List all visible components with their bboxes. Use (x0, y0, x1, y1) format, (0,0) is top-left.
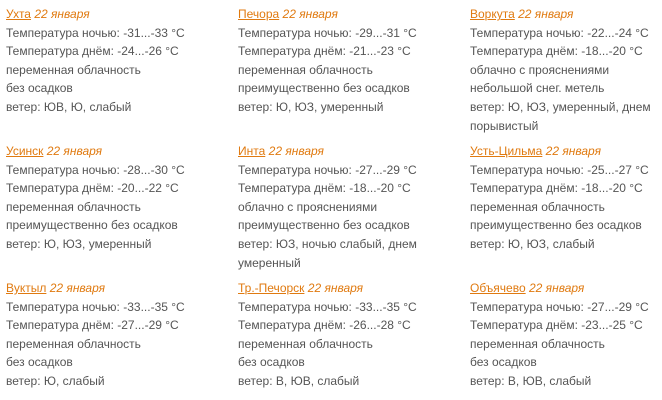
forecast-line: Температура ночью: -27...-29 °C (238, 162, 417, 177)
forecast-line: переменная облачность (6, 336, 141, 351)
forecast-line: умеренный (238, 255, 301, 270)
forecast-line: ветер: Ю, ЮЗ, умеренный (238, 99, 384, 114)
forecast-line: Температура днём: -20...-22 °C (6, 181, 179, 196)
forecast-line: без осадков (6, 81, 73, 96)
city-title (470, 142, 662, 161)
forecast-line: Температура ночью: -25...-27 °C (470, 162, 649, 177)
forecast-line: без осадков (470, 355, 537, 370)
city-forecast (470, 142, 662, 254)
forecast-line: преимущественно без осадков (6, 218, 178, 233)
forecast-line: преимущественно без осадков (470, 218, 642, 233)
forecast-line: Температура днём: -18...-20 °C (238, 181, 411, 196)
forecast-date: 22 января (529, 281, 585, 295)
forecast-date: 22 января (46, 144, 103, 158)
city-link[interactable]: Объячево (470, 281, 526, 295)
forecast-line: Температура ночью: -31...-33 °C (6, 25, 185, 40)
forecast-line: ветер: Ю, ЮЗ, умеренный (6, 236, 152, 251)
city-link[interactable]: Воркута (470, 7, 515, 21)
forecast-line: ветер: ЮЗ, ночью слабый, днем (238, 236, 417, 251)
forecast-line: переменная облачность (470, 199, 605, 214)
city-forecast (6, 5, 231, 117)
city-link[interactable]: Вуктыл (6, 281, 47, 295)
forecast-date: 22 января (307, 281, 364, 295)
city-title (470, 279, 662, 298)
forecast-line: ветер: Ю, ЮЗ, умеренный, днем (470, 99, 651, 114)
forecast-line: ветер: Ю, ЮЗ, слабый (470, 236, 595, 251)
city-link[interactable]: Тр.-Печорск (238, 281, 305, 295)
forecast-line: Температура ночью: -22...-24 °C (470, 25, 649, 40)
forecast-line: Температура днём: -24...-26 °C (6, 44, 179, 59)
forecast-line: Температура ночью: -28...-30 °C (6, 162, 185, 177)
forecast-line: ветер: Ю, слабый (6, 373, 105, 388)
forecast-line: без осадков (238, 355, 305, 370)
city-forecast (470, 279, 662, 391)
city-forecast (6, 142, 231, 254)
forecast-line: преимущественно без осадков (238, 81, 410, 96)
city-title (238, 142, 463, 161)
forecast-line: без осадков (6, 355, 73, 370)
forecast-line: Температура днём: -23...-25 °C (470, 318, 643, 333)
city-forecast (238, 142, 463, 272)
forecast-line: переменная облачность (6, 199, 141, 214)
forecast-line: Температура днём: -21...-23 °C (238, 44, 411, 59)
city-title (470, 5, 662, 24)
forecast-date: 22 января (545, 144, 601, 158)
forecast-date: 22 января (282, 7, 338, 21)
forecast-line: ветер: ЮВ, Ю, слабый (6, 99, 132, 114)
city-link[interactable]: Инта (238, 144, 266, 158)
city-forecast (470, 5, 662, 135)
forecast-line: переменная облачность (238, 62, 373, 77)
forecast-line: Температура ночью: -33...-35 °C (6, 299, 185, 314)
forecast-line: порывистый (470, 118, 539, 133)
city-title (238, 279, 463, 298)
forecast-line: Температура днём: -18...-20 °C (470, 44, 643, 59)
city-link[interactable]: Печора (238, 7, 280, 21)
forecast-line: Температура днём: -26...-28 °C (238, 318, 411, 333)
forecast-line: переменная облачность (6, 62, 141, 77)
city-forecast (238, 5, 463, 117)
forecast-date: 22 января (268, 144, 324, 158)
forecast-line: преимущественно без осадков (238, 218, 410, 233)
city-forecast (238, 279, 463, 391)
city-link[interactable]: Усинск (6, 144, 44, 158)
forecast-line: облачно с прояснениями (238, 199, 378, 214)
forecast-date: 22 января (518, 7, 574, 21)
forecast-line: облачно с прояснениями (470, 62, 610, 77)
forecast-line: переменная облачность (470, 336, 605, 351)
forecast-line: небольшой снег. метель (470, 81, 605, 96)
forecast-date: 22 января (34, 7, 90, 21)
forecast-line: ветер: В, ЮВ, слабый (470, 373, 592, 388)
city-link[interactable]: Ухта (6, 7, 31, 21)
forecast-line: Температура ночью: -29...-31 °C (238, 25, 417, 40)
forecast-date: 22 января (49, 281, 106, 295)
forecast-line: Температура ночью: -27...-29 °C (470, 299, 649, 314)
city-forecast (6, 279, 231, 391)
forecast-line: ветер: В, ЮВ, слабый (238, 373, 360, 388)
city-title (6, 5, 231, 24)
city-link[interactable]: Усть-Цильма (470, 144, 543, 158)
forecast-line: Температура днём: -27...-29 °C (6, 318, 179, 333)
city-title (238, 5, 463, 24)
forecast-line: Температура днём: -18...-20 °C (470, 181, 643, 196)
forecast-line: переменная облачность (238, 336, 373, 351)
forecast-line: Температура ночью: -33...-35 °C (238, 299, 417, 314)
city-title (6, 142, 231, 161)
city-title (6, 279, 231, 298)
